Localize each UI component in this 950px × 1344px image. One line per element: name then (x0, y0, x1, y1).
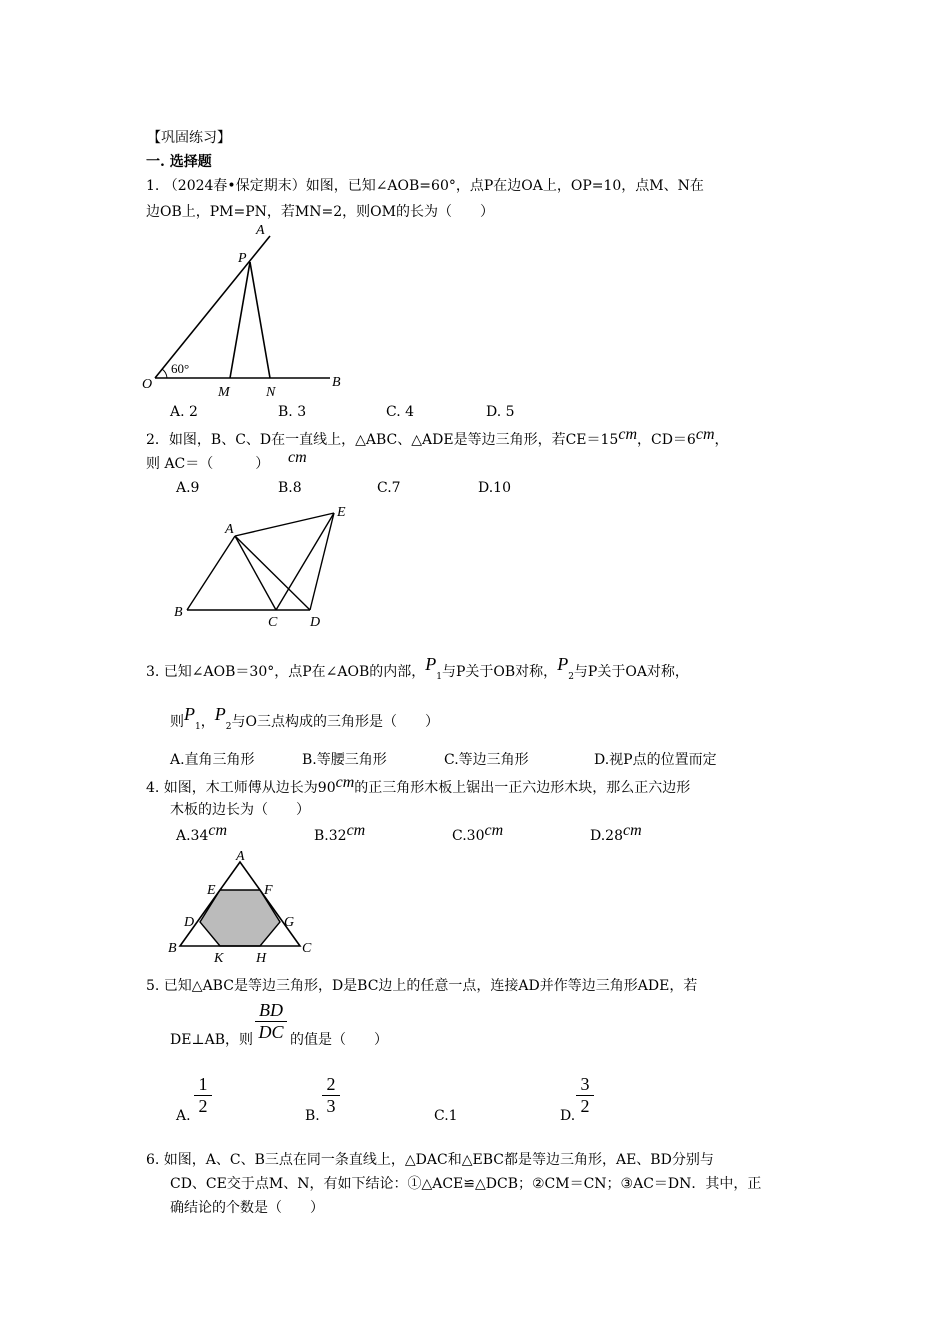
q1-option-c: C. 4 (386, 404, 415, 420)
point-p-label: P (238, 251, 247, 266)
point-a-label: A (225, 522, 234, 537)
q5-line2a: DE⊥AB，则 (170, 1032, 254, 1048)
q1-option-a: A. 2 (170, 404, 198, 420)
q2-figure (170, 500, 355, 635)
point-c-label: C (302, 941, 312, 956)
section-title: 【巩固练习】 (147, 130, 231, 146)
q6-line2: CD、CE交于点M、N，有如下结论：①△ACE≌△DCB；②CM＝CN；③AC＝DN．其中，正 (170, 1176, 762, 1192)
q2-line1: 2．如图，B、C、D在一直线上，△ABC、△ADE是等边三角形，若CE＝15cm，CD＝6cm， (146, 426, 729, 448)
q3-line2: 则$P_1$，$P_2$与O三点构成的三角形是（ ） (170, 704, 439, 732)
point-b-label: B (332, 375, 341, 390)
point-c-label: C (268, 615, 278, 630)
point-o-label: O (142, 377, 153, 392)
q3-option-b: B.等腰三角形 (302, 752, 387, 768)
q1-line1: 1. （2024春•保定期末）如图，已知∠AOB=60°，点P在边OA上，OP=10，点M、N在 (146, 178, 704, 194)
point-g-label: G (284, 915, 295, 930)
part-title: 一. 选择题 (146, 154, 212, 170)
point-e-label: E (207, 883, 216, 898)
q1-option-d: D. 5 (486, 404, 515, 420)
q5-option-d-fraction: $\frac{3}{2}$ (576, 1074, 594, 1117)
q5-option-c: C.1 (434, 1108, 458, 1124)
q6-line3: 确结论的个数是（ ） (170, 1200, 324, 1216)
point-e-label: E (337, 505, 346, 520)
q4-line1: 4. 如图，木工师傅从边长为90cm的正三角形木板上锯出一正六边形木块，那么正六边形 (146, 774, 691, 796)
q5-option-d: D. (560, 1108, 576, 1124)
q3-line1: 3. 已知∠AOB＝30°，点P在∠AOB的内部，$P_1$与P关于OB对称，$P_2$与P关于OA对称， (146, 654, 689, 682)
q5-option-b: B. (305, 1108, 320, 1124)
q4-option-c: C.30cm (452, 822, 504, 844)
point-a-label: A (256, 223, 265, 238)
q5-line2b: 的值是（ ） (290, 1032, 388, 1048)
q2-option-c: C.7 (377, 480, 401, 496)
q3-option-a: A.直角三角形 (170, 752, 255, 768)
q2-option-a: A.9 (176, 480, 200, 496)
q4-option-b: B.32cm (314, 822, 366, 844)
q4-figure (168, 848, 315, 966)
point-d-label: D (184, 915, 195, 930)
point-f-label: F (264, 883, 273, 898)
point-b-label: B (174, 605, 183, 620)
q5-option-a-fraction: $\frac{1}{2}$ (194, 1074, 212, 1117)
q5-option-b-fraction: $\frac{2}{3}$ (322, 1074, 340, 1117)
q1-option-b: B. 3 (278, 404, 307, 420)
q4-line2: 木板的边长为（ ） (170, 802, 310, 818)
point-m-label: M (218, 385, 230, 400)
q6-line1: 6. 如图，A、C、B三点在同一条直线上，△DAC和△EBC都是等边三角形，AE、BD分别与 (146, 1152, 714, 1168)
q2-option-b: B.8 (278, 480, 302, 496)
q5-line1: 5. 已知△ABC是等边三角形，D是BC边上的任意一点，连接AD并作等边三角形ADE，若 (146, 978, 698, 994)
q5-option-a: A. (176, 1108, 191, 1124)
point-d-label: D (310, 615, 321, 630)
point-b-label: B (168, 941, 177, 956)
q3-option-d: D.视P点的位置而定 (594, 752, 717, 768)
point-k-label: K (214, 951, 224, 966)
q2-unit-ac: cm (288, 449, 307, 466)
q2-line2: 则 AC＝（ ） (146, 456, 270, 472)
point-h-label: H (256, 951, 267, 966)
q1-line2: 边OB上，PM=PN，若MN=2，则OM的长为（ ） (146, 204, 494, 220)
point-n-label: N (266, 385, 276, 400)
q4-option-a: A.34cm (176, 822, 228, 844)
angle-label: 60° (171, 361, 190, 376)
point-a-label: A (236, 849, 245, 864)
q3-option-c: C.等边三角形 (444, 752, 529, 768)
q1-figure (140, 222, 360, 402)
q2-option-d: D.10 (478, 480, 511, 496)
q5-fraction: $\frac{BD}{DC}$ (255, 1000, 287, 1043)
q4-option-d: D.28cm (590, 822, 642, 844)
